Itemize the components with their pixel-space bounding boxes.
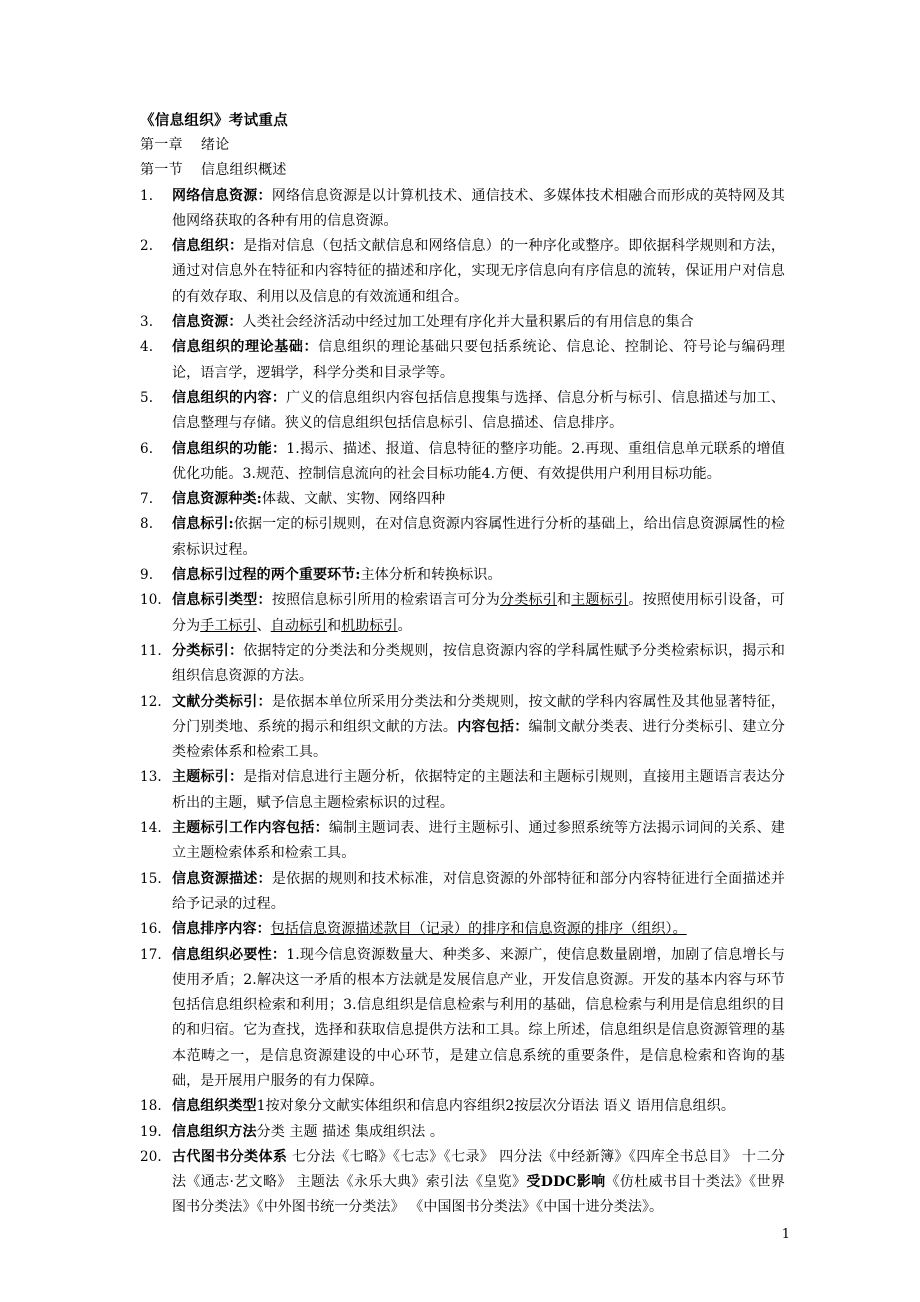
chapter-label: 第一章 [140,137,183,153]
list-item [140,437,785,488]
section-label: 第一节 [140,162,183,179]
item-term: 信息组织方法 [172,1123,257,1140]
item-term: 信息排序内容： [172,921,271,938]
list-item [140,917,785,942]
item-number: 8. [140,516,154,533]
item-body: 分类 主题 描述 集成组织法 。 [256,1123,445,1140]
item-number: 13. [140,769,162,786]
list-item [140,943,785,1095]
item-body: 体裁、文献、实物、网络四种 [261,491,446,508]
list-item [140,512,785,563]
item-body-part: 包括信息资源描述款目（记录）的排序和信息资源的排序（组织）。 [270,921,687,938]
list-item [140,816,785,867]
item-body: 信息组织的理论基础只要包括系统论、信息论、控制论、符号论与编码理论，语言学，逻辑学，科学分类和目录学等。 [172,339,786,381]
item-body-part: 。 [397,617,412,634]
document-title: 《信息组织》考试重点 [140,112,288,129]
numbered-item-list [140,184,785,1221]
item-term: 文献分类标引： [172,693,272,710]
item-number: 1. [140,187,154,204]
item-number: 16. [140,921,162,938]
item-number: 18. [140,1098,162,1115]
item-body-part: 七分法《七略》《七志》《七录》 四分法《中经新簿》《四库全书总目》 十二分法《通志·艺文略》 主题法《永乐大典》索引法《皇览》 [172,1148,785,1191]
list-item [140,1145,785,1221]
item-term: 网络信息资源： [172,187,272,204]
item-body-part: 《仿杜威书目十类法》《世界图书分类法》《中外图书统一分类法》 《中国图书分类法》《中国十进分类法》。 [172,1174,785,1216]
item-body-part: 和 [327,617,342,634]
list-item [140,310,785,335]
list-item [140,184,785,235]
chapter-heading [140,133,785,158]
item-body: 广义的信息组织内容包括信息搜集与选择、信息分析与标引、信息描述与加工、信息整理与存储。狭义的信息组织包括信息标引、信息描述、信息排序。 [172,389,785,432]
item-body-part: 和 [557,592,572,609]
item-body: 网络信息资源是以计算机技术、通信技术、多媒体技术相融合而形成的英特网及其他网络获取的各种有用的信息资源。 [172,187,785,229]
item-body: 主体分析和转换标识。 [360,567,502,584]
item-body: 1.揭示、描述、报道、信息特征的整序功能。2.再现、重组信息单元联系的增值优化功能。3.规范、控制信息流向的社会目标功能4.方便、有效提供用户利用目标功能。 [172,440,785,482]
chapter-name: 绪论 [200,137,230,153]
item-body-part: 机助标引 [341,617,398,634]
item-number: 15. [140,870,162,887]
item-term: 信息资源： [172,314,243,331]
item-body: 是指对信息（包括文献信息和网络信息）的一种序化或整序。即依据科学规则和方法，通过对信息外在特征和内容特征的描述和序化，实现无序信息向有序信息的流转，保证用户对信息的有效存取、利用以及信息的有效流通和组合。 [172,238,785,305]
item-number: 2. [140,238,154,255]
item-number: 12. [140,693,162,710]
item-body-part: 受DDC影响 [526,1174,606,1191]
item-number: 19. [140,1123,162,1140]
item-term: 信息标引类型： [172,592,272,609]
item-term: 信息组织必要性： [172,946,287,963]
item-body: 是依据的规则和技术标准，对信息资源的外部特征和部分内容特征进行全面描述并给予记录的过程。 [172,870,785,912]
item-term: 信息组织的功能： [172,440,287,457]
item-term: 主题标引： [172,769,244,786]
section-heading [140,158,785,183]
list-item [140,335,785,386]
item-number: 4. [140,339,154,356]
item-term: 分类标引： [172,642,244,659]
list-item [140,487,785,512]
item-number: 14. [140,820,162,837]
item-body: 1按对象分文献实体组织和信息内容组织2按层次分语法 语义 语用信息组织。 [256,1098,735,1115]
item-number: 5. [140,389,154,406]
item-body-part: 。按照使用标引设备，可分为 [172,592,785,634]
item-term: 信息资源描述： [172,870,272,887]
item-term: 信息资源种类: [172,491,262,508]
list-item [140,690,785,766]
list-item [140,1120,785,1145]
item-number: 3. [140,314,154,331]
item-body-part: 内容包括： [457,718,529,735]
list-item [140,386,785,437]
list-item [140,588,785,639]
page-number: 1 [781,1227,790,1242]
list-item [140,867,785,918]
item-body: 1.现今信息资源数量大、种类多、来源广，使信息数量剧增，加剧了信息增长与使用矛盾；2.解决这一矛盾的根本方法就是发展信息产业，开发信息资源。开发的基本内容与环节包括信息组织检索和利用；3.信息组织是信息检索与利用的基础，信息检索与利用是信息组织的目的和归宿。它为查找，选择和获取信息提供方法和工具。综上所述，信息组织是信息资源管理的基本范畴之一，是信息资源建设的中心环节，是建立信息系统的重要条件，是信息检索和咨询的基础，是开展用户服务的有力保障。 [172,946,785,1089]
item-number: 11. [140,642,162,659]
document-content [140,108,785,1221]
item-body-part: 分类标引 [499,592,557,609]
item-body-part: 按照信息标引所用的检索语言可分为 [271,592,500,609]
item-body: 是指对信息进行主题分析，依据特定的主题法和主题标引规则，直接用主题语言表达分析出的主题，赋予信息主题检索标识的过程。 [172,769,785,811]
item-number: 20. [140,1148,162,1165]
item-term: 古代图书分类体系 [172,1148,288,1165]
list-item [140,765,785,816]
item-body-part: 编制文献分类表、进行分类标引、建立分类检索体系和检索工具。 [172,718,785,761]
item-body-part: 、 [256,617,271,634]
item-body-part: 主题标引 [571,592,629,609]
list-item [140,563,785,588]
item-body: 依据一定的标引规则，在对信息资源内容属性进行分析的基础上，给出信息资源属性的检索标识过程。 [172,516,785,558]
item-term: 信息组织类型 [172,1098,257,1115]
list-item [140,1094,785,1119]
item-body: 编制主题词表、进行主题标引、通过参照系统等方法揭示词间的关系、建立主题检索体系和检索工具。 [172,820,785,862]
item-body: 依据特定的分类法和分类规则，按信息资源内容的学科属性赋予分类检索标识，揭示和组织信息资源的方法。 [172,642,785,685]
item-number: 17. [140,946,162,963]
list-item [140,639,785,690]
item-number: 10. [140,592,162,609]
item-term: 信息组织的理论基础： [172,339,319,356]
item-term: 信息标引: [172,516,234,533]
list-item [140,234,785,310]
item-number: 9. [140,567,154,584]
section-name: 信息组织概述 [200,162,287,179]
item-term: 信息标引过程的两个重要环节: [172,567,361,584]
item-body-part: 自动标引 [270,617,328,634]
item-body-part: 是依据本单位所采用分类法和分类规则，按文献的学科内容属性及其他显著特征，分门别类地、系统的揭示和组织文献的方法。 [172,693,785,735]
item-term: 信息组织： [172,238,244,255]
item-term: 信息组织的内容： [172,389,287,406]
item-body-part: 手工标引 [200,617,257,634]
item-number: 6. [140,440,154,457]
item-body: 人类社会经济活动中经过加工处理有序化并大量积累后的有用信息的集合 [242,314,694,331]
item-term: 主题标引工作内容包括： [172,820,329,837]
item-number: 7. [140,491,154,508]
